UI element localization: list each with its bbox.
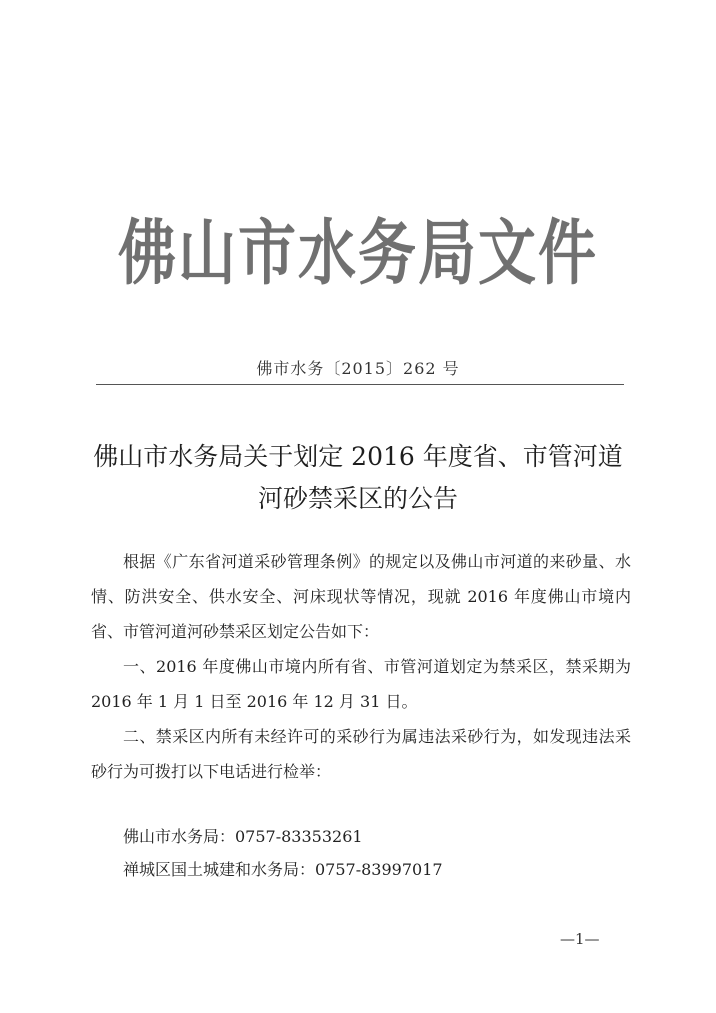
header-divider	[96, 384, 624, 385]
document-header-title: 佛山市水务局文件	[117, 211, 598, 295]
body-paragraph-3: 二、禁采区内所有未经许可的采砂行为属违法采砂行为，如发现违法采砂行为可拨打以下电话进行检举：	[91, 727, 631, 781]
announcement-title-line-2: 河砂禁采区的公告	[257, 484, 458, 513]
contact-line-foshan-water-bureau: 佛山市水务局：0757-83353261	[123, 827, 363, 846]
announcement-title-line-1: 佛山市水务局关于划定 2016 年度省、市管河道	[93, 442, 623, 471]
contact-list	[123, 820, 443, 886]
announcement-title	[60, 436, 656, 520]
announcement-body	[91, 544, 631, 789]
contact-line-chancheng-bureau: 禅城区国土城建和水务局：0757-83997017	[123, 860, 443, 879]
body-paragraph-1: 根据《广东省河道采砂管理条例》的规定以及佛山市河道的来砂量、水情、防洪安全、供水安全、河床现状等情况，现就 2016 年度佛山市境内省、市管河道河砂禁采区划定公告如下：	[91, 552, 631, 641]
document-number: 佛市水务〔2015〕262 号	[256, 359, 460, 378]
body-paragraph-2: 一、2016 年度佛山市境内所有省、市管河道划定为禁采区，禁采期为 2016 年 1 月 1 日至 2016 年 12 月 31 日。	[91, 657, 631, 711]
page-number: —1—	[560, 930, 600, 948]
